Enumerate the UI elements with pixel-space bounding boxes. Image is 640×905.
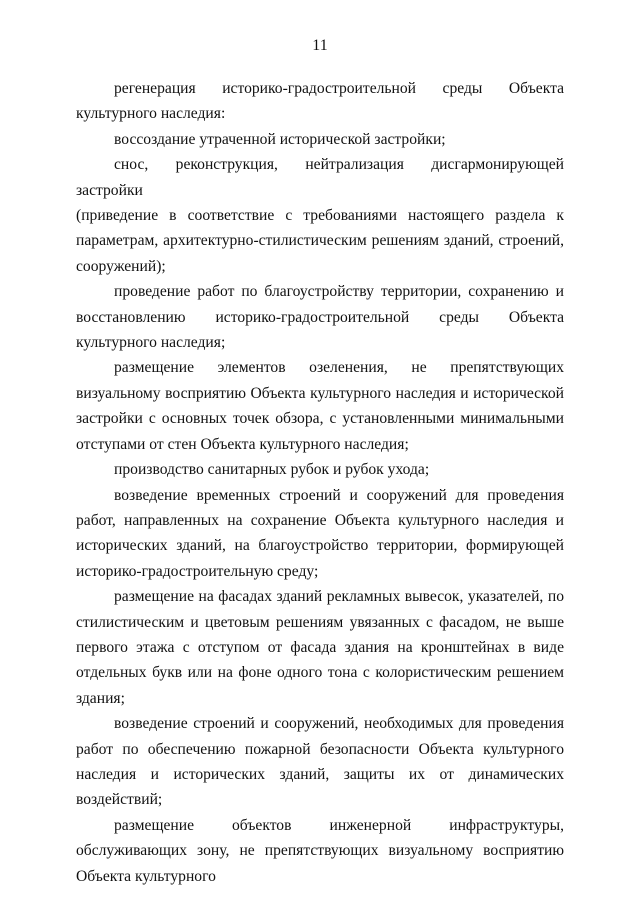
paragraph-sanitary-felling: производство санитарных рубок и рубок ухода; xyxy=(114,461,430,479)
page-number: 11 xyxy=(312,37,328,54)
paragraph-greenery-placement: размещение элементов озеленения, не препятствующих визуальному восприятию Объекта культурного наследия и исторической застройки с основных точек обзора, с установленными минимальными отступами от стен Объекта культурного наследия; xyxy=(76,359,564,453)
paragraph-landscaping-works: проведение работ по благоустройству территории, сохранению и восстановлению историко-градостроительной среды Объекта культурного наследия; xyxy=(76,283,564,352)
paragraph-temporary-structures: возведение временных строений и сооружений для проведения работ, направленных на сохранение Объекта культурного наследия и исторических зданий, на благоустройство территории, формирующей историко-градостроительную среду; xyxy=(76,486,564,580)
paragraph-demolition-reconstruction: снос, реконструкция, нейтрализация дисгармонирующей застройки xyxy=(76,156,564,199)
paragraph-restoration-lost-buildings: воссоздание утраченной исторической застройки; xyxy=(114,130,446,148)
paragraph-compliance-requirements: (приведение в соответствие с требованиями настоящего раздела к параметрам, архитектурно-стилистическим решениям зданий, строений, сооружений); xyxy=(76,207,564,275)
paragraph-regeneration: регенерация историко-градостроительной среды Объекта культурного наследия: xyxy=(76,80,564,123)
paragraph-fire-safety-structures: возведение строений и сооружений, необходимых для проведения работ по обеспечению пожарной безопасности Объекта культурного наследия и исторических зданий, защиты их от динамических воздействий; xyxy=(76,715,564,809)
paragraph-engineering-infrastructure: размещение объектов инженерной инфраструктуры, обслуживающих зону, не препятствующих визуальному восприятию Объекта культурного xyxy=(76,816,564,885)
paragraph-facade-signage: размещение на фасадах зданий рекламных вывесок, указателей, по стилистическим и цветовым решениям увязанных с фасадом, не выше первого этажа с отступом от фасада здания на кронштейнах в виде отдельных букв или на фоне одного тона с колористическим решением здания; xyxy=(76,588,564,707)
document-body xyxy=(76,76,564,889)
